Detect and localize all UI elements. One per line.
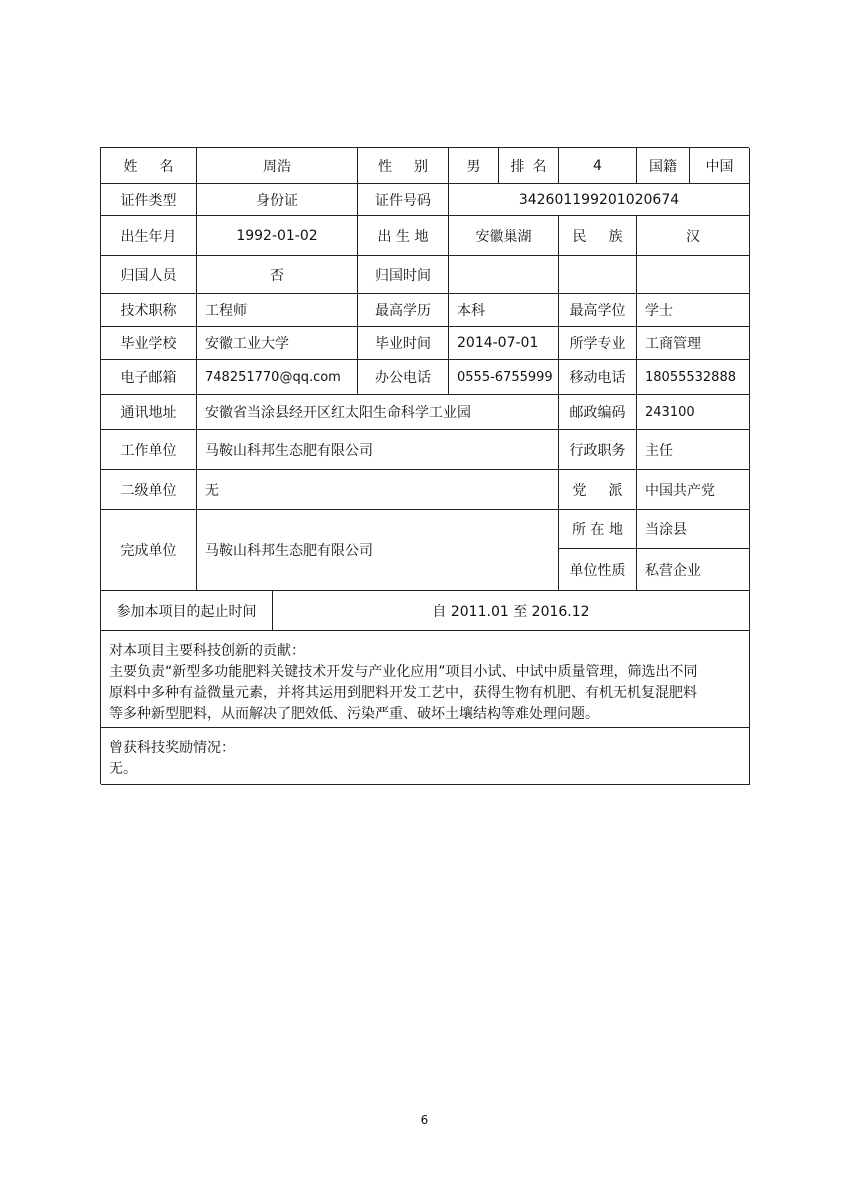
gender-value: 男 bbox=[449, 148, 499, 184]
returnee-value: 否 bbox=[197, 256, 358, 294]
employer-label: 工作单位 bbox=[101, 430, 197, 470]
contribution-section bbox=[101, 631, 750, 728]
contribution-line: 主要负责“新型多功能肥料关键技术开发与产业化应用”项目小试、中试中质量管理，筛选出不同 bbox=[109, 664, 698, 680]
returnee-label: 归国人员 bbox=[101, 256, 197, 294]
address-value: 安徽省当涂县经开区红太阳生命科学工业园 bbox=[197, 395, 559, 430]
education-label: 最高学历 bbox=[358, 294, 449, 327]
party-value: 中国共产党 bbox=[637, 470, 750, 510]
email-label: 电子邮箱 bbox=[101, 360, 197, 395]
ethnicity-label: 民族 bbox=[559, 216, 637, 256]
mobile-value: 18055532888 bbox=[637, 360, 750, 395]
page-number: 6 bbox=[420, 1113, 429, 1127]
id-number-value: 342601199201020674 bbox=[449, 184, 750, 216]
major-value: 工商管理 bbox=[637, 327, 750, 360]
graduation-value: 2014-07-01 bbox=[449, 327, 559, 360]
id-number-label: 证件号码 bbox=[358, 184, 449, 216]
empty-cell bbox=[637, 256, 750, 294]
mobile-label: 移动电话 bbox=[559, 360, 637, 395]
awards-body: 无。 bbox=[109, 761, 137, 777]
major-label: 所学专业 bbox=[559, 327, 637, 360]
office-phone-value: 0555-6755999 bbox=[449, 360, 559, 395]
unit-nature-value: 私营企业 bbox=[637, 549, 750, 591]
completing-unit-label: 完成单位 bbox=[101, 510, 197, 591]
degree-value: 学士 bbox=[637, 294, 750, 327]
return-time-value bbox=[449, 256, 559, 294]
office-phone-label: 办公电话 bbox=[358, 360, 449, 395]
contribution-line: 原料中多种有益微量元素，并将其运用到肥料开发工艺中，获得生物有机肥、有机无机复混肥料 bbox=[109, 685, 697, 701]
sub-unit-value: 无 bbox=[197, 470, 559, 510]
contribution-heading: 对本项目主要科技创新的贡献： bbox=[109, 643, 305, 659]
return-time-label: 归国时间 bbox=[358, 256, 449, 294]
birthplace-label: 出 生 地 bbox=[358, 216, 449, 256]
position-value: 主任 bbox=[637, 430, 750, 470]
employer-value: 马鞍山科邦生态肥有限公司 bbox=[197, 430, 559, 470]
location-value: 当涂县 bbox=[637, 510, 750, 549]
project-period-value: 自 2011.01 至 2016.12 bbox=[273, 591, 750, 631]
unit-nature-label: 单位性质 bbox=[559, 549, 637, 591]
tech-title-label: 技术职称 bbox=[101, 294, 197, 327]
project-period-label: 参加本项目的起止时间 bbox=[101, 591, 273, 631]
school-label: 毕业学校 bbox=[101, 327, 197, 360]
tech-title-value: 工程师 bbox=[197, 294, 358, 327]
rank-label: 排名 bbox=[499, 148, 559, 184]
contribution-line: 等多种新型肥料，从而解决了肥效低、污染严重、破坏土壤结构等难处理问题。 bbox=[109, 706, 599, 722]
personnel-info-table bbox=[100, 147, 749, 784]
address-label: 通讯地址 bbox=[101, 395, 197, 430]
postcode-label: 邮政编码 bbox=[559, 395, 637, 430]
sub-unit-label: 二级单位 bbox=[101, 470, 197, 510]
nationality-label: 国籍 bbox=[637, 148, 690, 184]
empty-cell bbox=[559, 256, 637, 294]
school-value: 安徽工业大学 bbox=[197, 327, 358, 360]
position-label: 行政职务 bbox=[559, 430, 637, 470]
location-label: 所 在 地 bbox=[559, 510, 637, 549]
ethnicity-value: 汉 bbox=[637, 216, 750, 256]
awards-heading: 曾获科技奖励情况： bbox=[109, 740, 235, 756]
id-type-value: 身份证 bbox=[197, 184, 358, 216]
completing-unit-value: 马鞍山科邦生态肥有限公司 bbox=[197, 510, 559, 591]
rank-value: 4 bbox=[559, 148, 637, 184]
awards-section bbox=[101, 728, 750, 785]
birthplace-value: 安徽巢湖 bbox=[449, 216, 559, 256]
name-label: 姓名 bbox=[101, 148, 197, 184]
birth-date-label: 出生年月 bbox=[101, 216, 197, 256]
education-value: 本科 bbox=[449, 294, 559, 327]
degree-label: 最高学位 bbox=[559, 294, 637, 327]
name-value: 周浩 bbox=[197, 148, 358, 184]
email-value: 748251770@qq.com bbox=[197, 360, 358, 395]
postcode-value: 243100 bbox=[637, 395, 750, 430]
id-type-label: 证件类型 bbox=[101, 184, 197, 216]
graduation-label: 毕业时间 bbox=[358, 327, 449, 360]
nationality-value: 中国 bbox=[690, 148, 750, 184]
party-label: 党派 bbox=[559, 470, 637, 510]
gender-label: 性别 bbox=[358, 148, 449, 184]
birth-date-value: 1992-01-02 bbox=[197, 216, 358, 256]
